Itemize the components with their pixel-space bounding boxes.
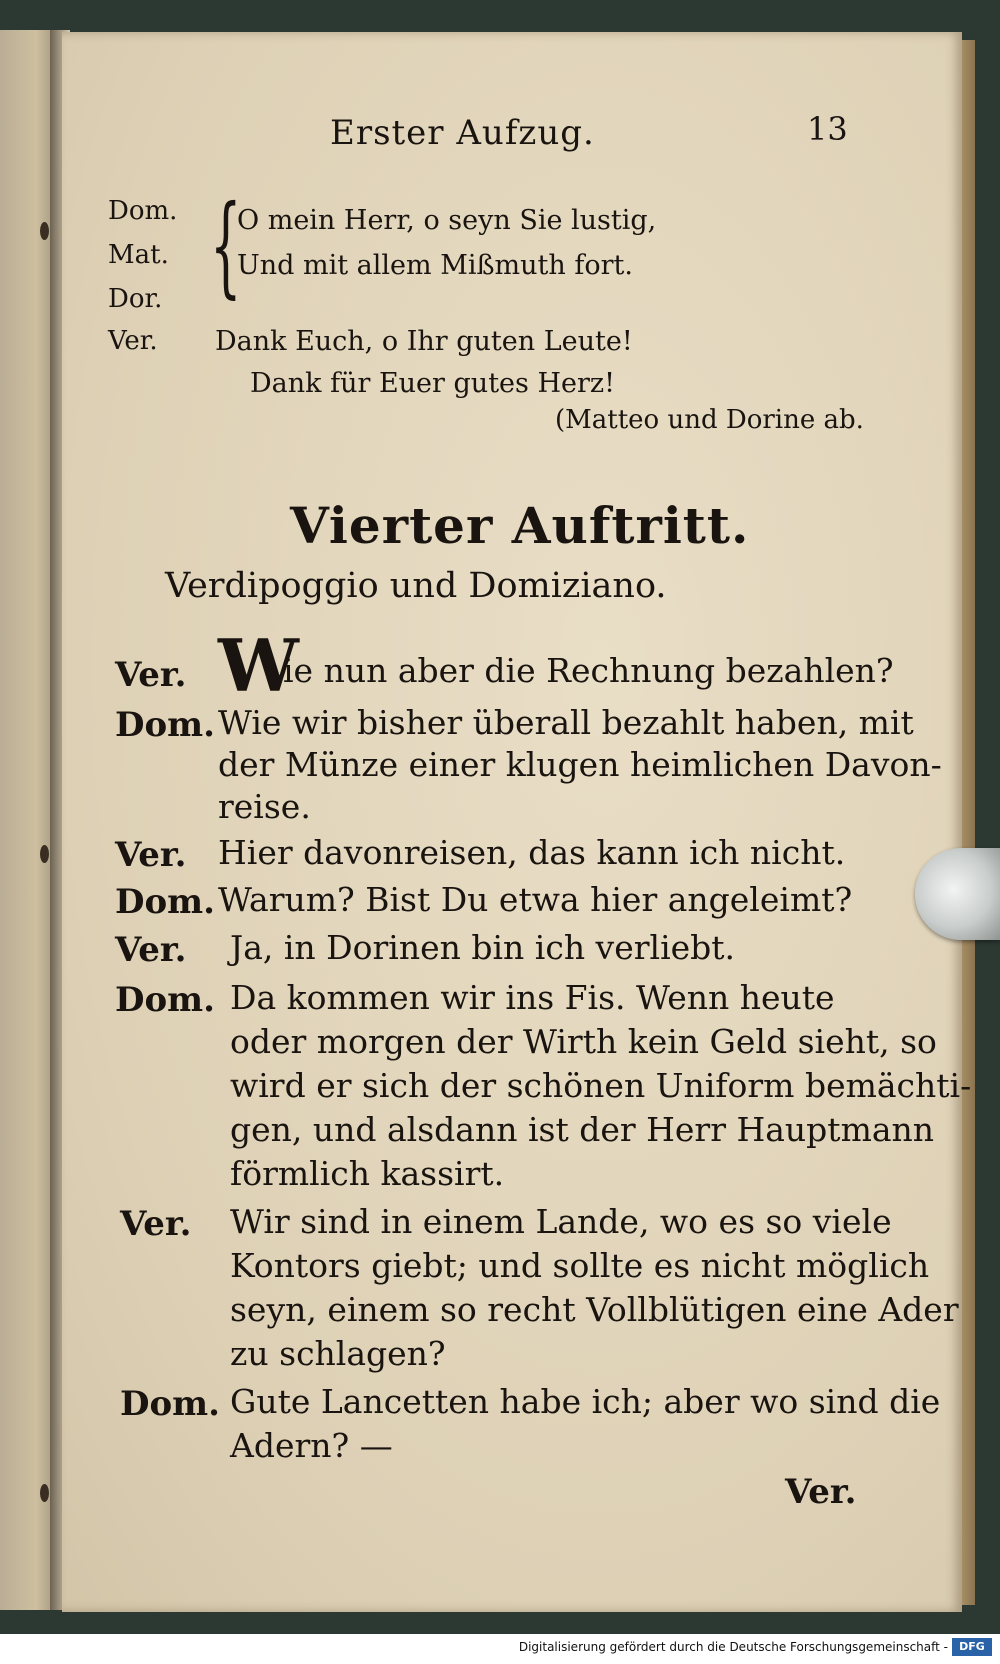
speaker-brace: { (210, 181, 242, 309)
verse-line: Dank Euch, o Ihr guten Leute! (215, 326, 633, 357)
speaker-label: Dom. (120, 1384, 220, 1424)
drop-capital: W (218, 623, 299, 708)
page-number: 13 (807, 110, 848, 148)
speaker-label: Dom. (115, 980, 215, 1020)
dialogue-line: reise. (218, 787, 311, 826)
dialogue-line: Adern? — (230, 1426, 393, 1465)
speaker-label: Ver. (108, 326, 158, 356)
speaker-label: Dom. (115, 882, 215, 922)
binding-hole (40, 845, 49, 863)
scene-persons: Verdipoggio und Domiziano. (165, 566, 667, 606)
dialogue-line: Kontors giebt; und sollte es nicht möglich (230, 1246, 930, 1285)
dialogue-line: gen, und alsdann ist der Herr Hauptmann (230, 1110, 935, 1149)
dialogue-line: Warum? Bist Du etwa hier angeleimt? (218, 880, 853, 919)
dialogue-line: oder morgen der Wirth kein Geld sieht, so (230, 1022, 937, 1061)
dialogue-line: Wir sind in einem Lande, wo es so viele (230, 1202, 892, 1241)
verse-line: Dank für Euer gutes Herz! (250, 368, 615, 399)
stage-direction: (Matteo und Dorine ab. (555, 405, 864, 435)
speaker-label: Dom. (108, 196, 178, 226)
speaker-label: Mat. (108, 240, 169, 270)
attribution-text: Digitalisierung gefördert durch die Deutsche Forschungsgemeinschaft - (518, 1640, 948, 1654)
binding-hole (40, 222, 49, 240)
dialogue-line: Hier davonreisen, das kann ich nicht. (218, 833, 846, 872)
speaker-label: Dor. (108, 284, 163, 314)
speaker-label: Ver. (120, 1204, 192, 1244)
scene-title: Vierter Auftritt. (290, 496, 750, 555)
running-title: Erster Aufzug. (330, 113, 595, 153)
speaker-label: Dom. (115, 705, 215, 745)
dialogue-line: Gute Lancetten habe ich; aber wo sind die (230, 1382, 941, 1421)
dialogue-line: Ja, in Dorinen bin ich verliebt. (230, 928, 736, 967)
dialogue-line: Da kommen wir ins Fis. Wenn heute (230, 978, 835, 1017)
dialogue-line: seyn, einem so recht Vollblütigen eine Ader (230, 1290, 959, 1329)
dialogue-line: Wie wir bisher überall bezahlt haben, mit (218, 703, 914, 742)
dialogue-line: der Münze einer klugen heimlichen Davon- (218, 745, 942, 784)
attribution-bar (0, 1634, 1000, 1664)
dialogue-line: förmlich kassirt. (230, 1154, 505, 1193)
catchword: Ver. (785, 1472, 857, 1512)
dialogue-line: wird er sich der schönen Uniform bemächti- (230, 1066, 972, 1105)
verse-line: O mein Herr, o seyn Sie lustig, (237, 205, 657, 236)
speaker-label: Ver. (115, 835, 187, 875)
speaker-label: Ver. (115, 930, 187, 970)
verse-line: Und mit allem Mißmuth fort. (237, 250, 633, 281)
dialogue-line: ie nun aber die Rechnung bezahlen? (283, 651, 894, 690)
dfg-logo: DFG (952, 1638, 992, 1656)
page-clip (915, 848, 1000, 940)
binding-hole (40, 1484, 49, 1502)
dialogue-line: zu schlagen? (230, 1334, 446, 1373)
speaker-label: Ver. (115, 655, 187, 695)
